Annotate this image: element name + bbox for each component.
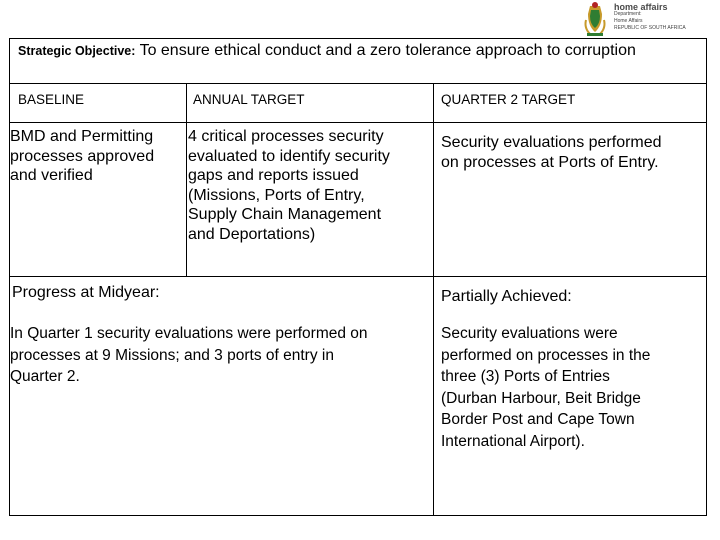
- divider-col2: [433, 83, 434, 516]
- quarter-target-cell: [441, 133, 703, 172]
- logo-country: REPUBLIC OF SOUTH AFRICA: [614, 25, 686, 31]
- progress-detail-left: [10, 323, 432, 388]
- divider-row1: [9, 276, 707, 277]
- detail-right-line: (Durban Harbour, Beit Bridge: [441, 389, 641, 407]
- divider-objective: [9, 83, 707, 84]
- detail-left-line: Quarter 2.: [10, 368, 80, 385]
- quarter-line: on processes at Ports of Entry.: [441, 153, 659, 171]
- detail-right-line: Security evaluations were: [441, 325, 618, 342]
- progress-status: Partially Achieved:: [441, 288, 572, 305]
- detail-right-line: International Airport).: [441, 432, 585, 450]
- baseline-line: processes approved: [10, 147, 155, 165]
- objective-text: To ensure ethical conduct and a zero tolerance approach to corruption: [139, 42, 636, 59]
- annual-line: and Deportations): [188, 225, 316, 243]
- baseline-cell: [10, 127, 185, 186]
- divider-header: [9, 122, 707, 123]
- detail-right-line: performed on processes in the: [441, 346, 651, 364]
- annual-target-cell: [188, 127, 432, 244]
- logo-text: [614, 4, 686, 32]
- detail-left-line: processes at 9 Missions; and 3 ports of entry in: [10, 346, 334, 364]
- header-annual-target: ANNUAL TARGET: [193, 92, 305, 107]
- logo-dept-label: Department:: [614, 11, 642, 17]
- progress-label: Progress at Midyear:: [12, 284, 160, 301]
- annual-line: Supply Chain Management: [188, 206, 382, 223]
- progress-detail-right: [441, 323, 705, 452]
- detail-left-line: In Quarter 1 security evaluations were performed on: [10, 325, 368, 342]
- divider-col1: [186, 83, 187, 276]
- annual-line: evaluated to identify security: [188, 147, 390, 165]
- objective-label: Strategic Objective:: [18, 44, 136, 58]
- strategic-objective: [18, 41, 698, 61]
- header-baseline: BASELINE: [18, 92, 85, 107]
- detail-right-line: three (3) Ports of Entries: [441, 368, 610, 385]
- baseline-line: BMD and Permitting: [10, 128, 154, 145]
- logo-dept-name: Home Affairs: [614, 18, 643, 24]
- quarter-line: Security evaluations performed: [441, 134, 662, 151]
- annual-line: gaps and reports issued: [188, 167, 359, 184]
- logo-brand: home affairs: [614, 2, 668, 12]
- annual-line: (Missions, Ports of Entry,: [188, 186, 365, 204]
- header-quarter-target: QUARTER 2 TARGET: [441, 92, 576, 107]
- baseline-line: and verified: [10, 167, 93, 184]
- annual-line: 4 critical processes security: [188, 128, 384, 145]
- detail-right-line: Border Post and Cape Town: [441, 411, 635, 428]
